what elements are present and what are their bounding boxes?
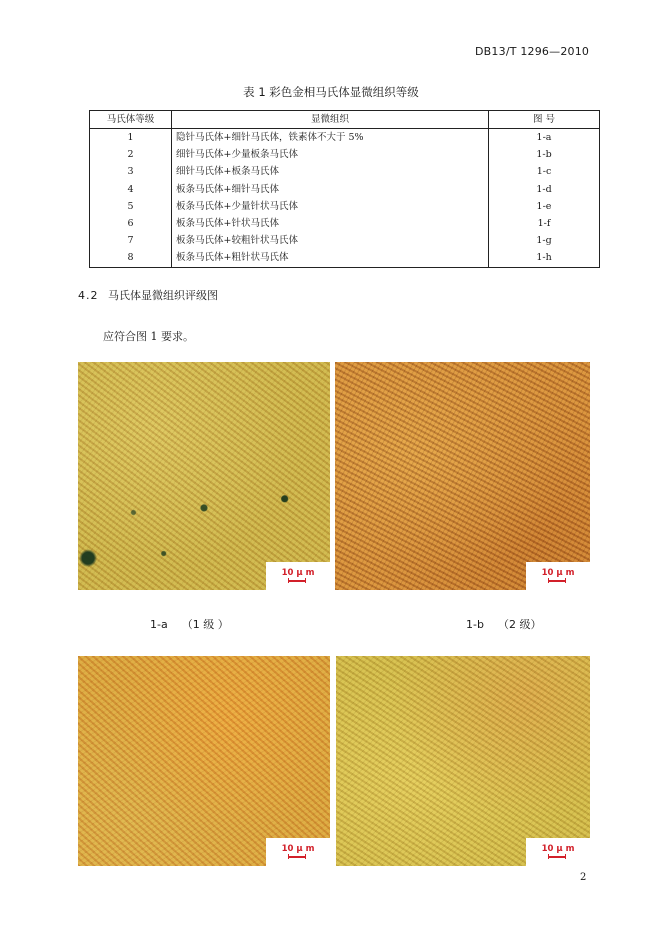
grade-cell: 3 <box>90 163 172 180</box>
caption-level: （1 级 ） <box>181 618 229 631</box>
scale-bar-line <box>288 856 306 858</box>
scale-bar-line <box>548 580 566 582</box>
table-row <box>90 198 600 215</box>
scale-bar <box>526 562 590 590</box>
structure-cell: 细针马氏体+板条马氏体 <box>172 163 489 180</box>
column-header-structure: 显微组织 <box>172 111 489 129</box>
martensite-grade-table <box>89 110 600 268</box>
structure-cell: 板条马氏体+粗针状马氏体 <box>172 249 489 267</box>
grade-cell: 8 <box>90 249 172 267</box>
micrograph-1c <box>78 656 330 866</box>
scale-bar <box>526 838 590 866</box>
scale-label: 10 μ m <box>281 844 315 854</box>
table-row <box>90 146 600 163</box>
scale-bar-line <box>548 856 566 858</box>
grade-cell: 4 <box>90 181 172 198</box>
figure-caption-1b <box>466 616 541 632</box>
grade-cell: 6 <box>90 215 172 232</box>
standard-number: DB13/T 1296—2010 <box>475 45 590 58</box>
figure-cell: 1-c <box>489 163 600 180</box>
figure-cell: 1-f <box>489 215 600 232</box>
page-number: 2 <box>580 872 587 883</box>
figure-cell: 1-a <box>489 129 600 147</box>
figure-cell: 1-g <box>489 232 600 249</box>
structure-cell: 隐针马氏体+细针马氏体，铁素体不大于 5% <box>172 129 489 147</box>
figure-cell: 1-e <box>489 198 600 215</box>
grade-cell: 1 <box>90 129 172 147</box>
figure-caption-1a <box>150 616 229 632</box>
section-heading <box>78 287 218 303</box>
scale-label: 10 μ m <box>281 568 315 578</box>
micrograph-1a <box>78 362 330 590</box>
grade-cell: 5 <box>90 198 172 215</box>
table-header-row <box>90 111 600 129</box>
caption-level: （2 级） <box>497 618 542 631</box>
figure-cell: 1-h <box>489 249 600 267</box>
table-title: 表 1 彩色金相马氏体显微组织等级 <box>243 85 419 99</box>
structure-cell: 板条马氏体+少量针状马氏体 <box>172 198 489 215</box>
figure-cell: 1-d <box>489 181 600 198</box>
structure-cell: 细针马氏体+少量板条马氏体 <box>172 146 489 163</box>
caption-label: 1-a <box>150 618 168 631</box>
structure-cell: 板条马氏体+较粗针状马氏体 <box>172 232 489 249</box>
grade-cell: 2 <box>90 146 172 163</box>
scale-label: 10 μ m <box>541 844 575 854</box>
section-title: 马氏体显微组织评级图 <box>108 289 218 302</box>
table-row <box>90 163 600 180</box>
column-header-figure: 图 号 <box>489 111 600 129</box>
body-paragraph: 应符合图 1 要求。 <box>103 330 194 343</box>
caption-label: 1-b <box>466 618 484 631</box>
structure-cell: 板条马氏体+针状马氏体 <box>172 215 489 232</box>
structure-cell: 板条马氏体+细针马氏体 <box>172 181 489 198</box>
table-row <box>90 232 600 249</box>
grade-cell: 7 <box>90 232 172 249</box>
table-row <box>90 215 600 232</box>
table-row <box>90 129 600 147</box>
scale-label: 10 μ m <box>541 568 575 578</box>
micrograph-1b <box>335 362 590 590</box>
scale-bar <box>266 562 330 590</box>
table-row <box>90 181 600 198</box>
column-header-grade: 马氏体等级 <box>90 111 172 129</box>
scale-bar-line <box>288 580 306 582</box>
figure-cell: 1-b <box>489 146 600 163</box>
micrograph-1d <box>336 656 590 866</box>
scale-bar <box>266 838 330 866</box>
table-row <box>90 249 600 267</box>
section-number: 4.2 <box>78 289 99 302</box>
